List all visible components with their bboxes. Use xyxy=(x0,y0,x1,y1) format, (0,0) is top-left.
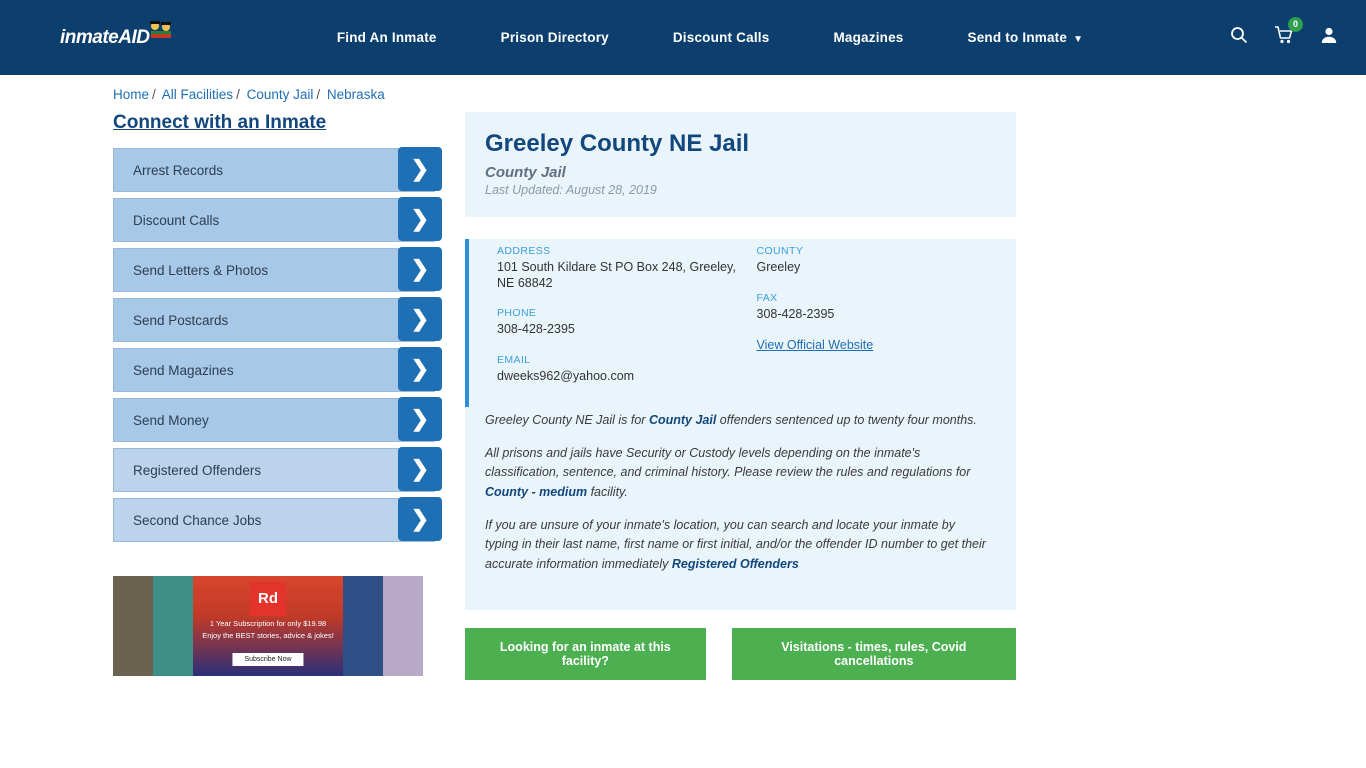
info-label-fax: FAX xyxy=(756,291,778,304)
desc-p1-link-county-jail[interactable]: County Jail xyxy=(648,412,717,427)
main-navigation xyxy=(210,30,1210,45)
find-inmate-button[interactable]: Looking for an inmate at this facility? xyxy=(465,628,706,680)
sidebar-item-send-magazines[interactable] xyxy=(113,348,435,392)
facility-header xyxy=(465,112,1016,217)
info-column-right xyxy=(757,245,1017,401)
page-title: Greeley County NE Jail xyxy=(485,130,750,157)
sidebar-item-label: Arrest Records xyxy=(133,162,224,178)
chevron-right-icon: ❯ xyxy=(398,297,442,341)
breadcrumb-item-county-jail[interactable]: County Jail xyxy=(246,87,314,102)
sidebar-item-label: Second Chance Jobs xyxy=(133,512,262,528)
sidebar-item-send-postcards[interactable] xyxy=(113,298,435,342)
ad-subscribe-button[interactable]: Subscribe Now xyxy=(232,653,303,666)
header-icon-group xyxy=(1210,19,1338,49)
facility-panel xyxy=(465,112,1016,680)
facility-type: County Jail xyxy=(485,164,566,181)
info-county xyxy=(757,245,1017,276)
chevron-right-icon: ❯ xyxy=(398,347,442,391)
sidebar-item-send-letters-photos[interactable] xyxy=(113,248,435,292)
desc-p2-link-county-medium[interactable]: County - medium xyxy=(485,484,588,499)
breadcrumb-separator: / xyxy=(152,87,156,102)
nav-item-find-an-inmate[interactable]: Find An Inmate xyxy=(336,30,437,45)
sidebar-item-arrest-records[interactable] xyxy=(113,148,435,192)
info-value-address: 101 South Kildare St PO Box 248, Greeley, NE 68842 xyxy=(497,260,736,290)
desc-p1-post: offenders sentenced up to twenty four months. xyxy=(716,412,977,427)
info-column-left xyxy=(497,245,757,401)
sidebar-advertisement[interactable] xyxy=(113,576,423,676)
info-email xyxy=(497,354,757,385)
chevron-right-icon: ❯ xyxy=(398,147,442,191)
breadcrumb-item-nebraska[interactable]: Nebraska xyxy=(326,87,385,102)
cart-icon[interactable] xyxy=(1274,19,1298,49)
sidebar-item-label: Send Money xyxy=(133,412,209,428)
ad-cover-left2 xyxy=(153,576,193,676)
breadcrumb xyxy=(0,75,1366,102)
breadcrumb-separator: / xyxy=(316,87,321,102)
sidebar-item-label: Send Postcards xyxy=(133,312,229,328)
chevron-right-icon: ❯ xyxy=(398,247,442,291)
desc-p3-pre: If you are unsure of your inmate's location, you can search and locate your inmate by typing in their last name, first name or first initial, and/or the offender ID number to get their accurate information immediately xyxy=(485,518,986,571)
breadcrumb-separator: / xyxy=(236,87,240,102)
desc-p3-link-registered-offenders[interactable]: Registered Offenders xyxy=(671,556,799,571)
info-label-phone: PHONE xyxy=(497,307,537,320)
chevron-right-icon: ❯ xyxy=(398,397,442,441)
description-paragraph-3 xyxy=(485,516,988,574)
sidebar-item-discount-calls[interactable] xyxy=(113,198,435,242)
sidebar-item-send-money[interactable] xyxy=(113,398,435,442)
user-icon[interactable] xyxy=(1320,26,1338,49)
chevron-right-icon: ❯ xyxy=(398,197,442,241)
nav-item-send-to-inmate[interactable]: Send to Inmate ▼ xyxy=(967,30,1084,45)
breadcrumb-item-all-facilities[interactable]: All Facilities xyxy=(161,87,234,102)
ad-cover-right xyxy=(343,576,383,676)
ad-brand-logo: Rd xyxy=(250,582,286,616)
info-value-county: Greeley xyxy=(756,260,801,274)
info-label-address: ADDRESS xyxy=(497,245,551,257)
info-fax xyxy=(757,292,1017,323)
info-value-email[interactable]: dweeks962@yahoo.com xyxy=(497,368,635,383)
info-label-county: COUNTY xyxy=(756,245,804,257)
sidebar-item-label: Send Letters & Photos xyxy=(133,262,269,278)
desc-p1-pre: Greeley County NE Jail is for xyxy=(485,412,649,427)
visitations-button[interactable]: Visitations - times, rules, Covid cancellations xyxy=(732,628,1016,680)
facility-last-updated: Last Updated: August 28, 2019 xyxy=(485,183,657,197)
ad-headline: 1 Year Subscription for only $19.98 xyxy=(209,619,327,628)
desc-p2-post: facility. xyxy=(587,484,628,499)
sidebar-item-label: Registered Offenders xyxy=(133,462,262,478)
logo-mark-icon xyxy=(148,20,174,40)
chevron-right-icon: ❯ xyxy=(398,497,442,541)
info-value-phone: 308-428-2395 xyxy=(497,322,575,337)
sidebar-item-registered-offenders[interactable] xyxy=(113,448,435,492)
official-website-link[interactable]: View Official Website xyxy=(756,338,874,353)
nav-item-discount-calls[interactable]: Discount Calls xyxy=(672,30,770,45)
breadcrumb-item-home[interactable]: Home xyxy=(113,87,150,102)
ad-cover-right2 xyxy=(383,576,423,676)
info-website xyxy=(757,338,1017,352)
search-icon[interactable] xyxy=(1230,26,1248,49)
nav-item-prison-directory[interactable]: Prison Directory xyxy=(500,30,609,45)
chevron-right-icon: ❯ xyxy=(398,447,442,491)
ad-subline: Enjoy the BEST stories, advice & jokes! xyxy=(202,631,334,641)
sidebar-item-second-chance-jobs[interactable] xyxy=(113,498,435,542)
cta-row xyxy=(465,628,1016,680)
nav-item-magazines[interactable]: Magazines xyxy=(833,30,904,45)
chevron-down-icon: ▼ xyxy=(1073,34,1084,45)
info-value-fax: 308-428-2395 xyxy=(756,306,835,321)
info-phone xyxy=(497,307,757,338)
sidebar-item-label: Discount Calls xyxy=(133,212,220,228)
sidebar xyxy=(113,112,435,680)
ad-cover-left xyxy=(113,576,153,676)
facility-description xyxy=(465,407,1016,611)
description-paragraph-2 xyxy=(485,444,988,502)
facility-info-grid xyxy=(465,239,1016,407)
sidebar-title: Connect with an Inmate xyxy=(113,112,327,133)
info-address xyxy=(497,245,757,291)
logo-text: inmateAID xyxy=(60,26,150,48)
info-label-email: EMAIL xyxy=(497,353,531,366)
ad-panel xyxy=(193,576,343,676)
sidebar-item-label: Send Magazines xyxy=(133,362,234,378)
description-paragraph-1 xyxy=(485,411,988,430)
desc-p2-pre: All prisons and jails have Security or Custody levels depending on the inmate's classification, sentence, and criminal history. Please review the rules and regulations for xyxy=(485,445,971,480)
site-logo[interactable] xyxy=(60,18,180,58)
site-header xyxy=(0,0,1366,75)
cart-count-badge: 0 xyxy=(1288,17,1303,32)
page-body xyxy=(0,102,1366,680)
